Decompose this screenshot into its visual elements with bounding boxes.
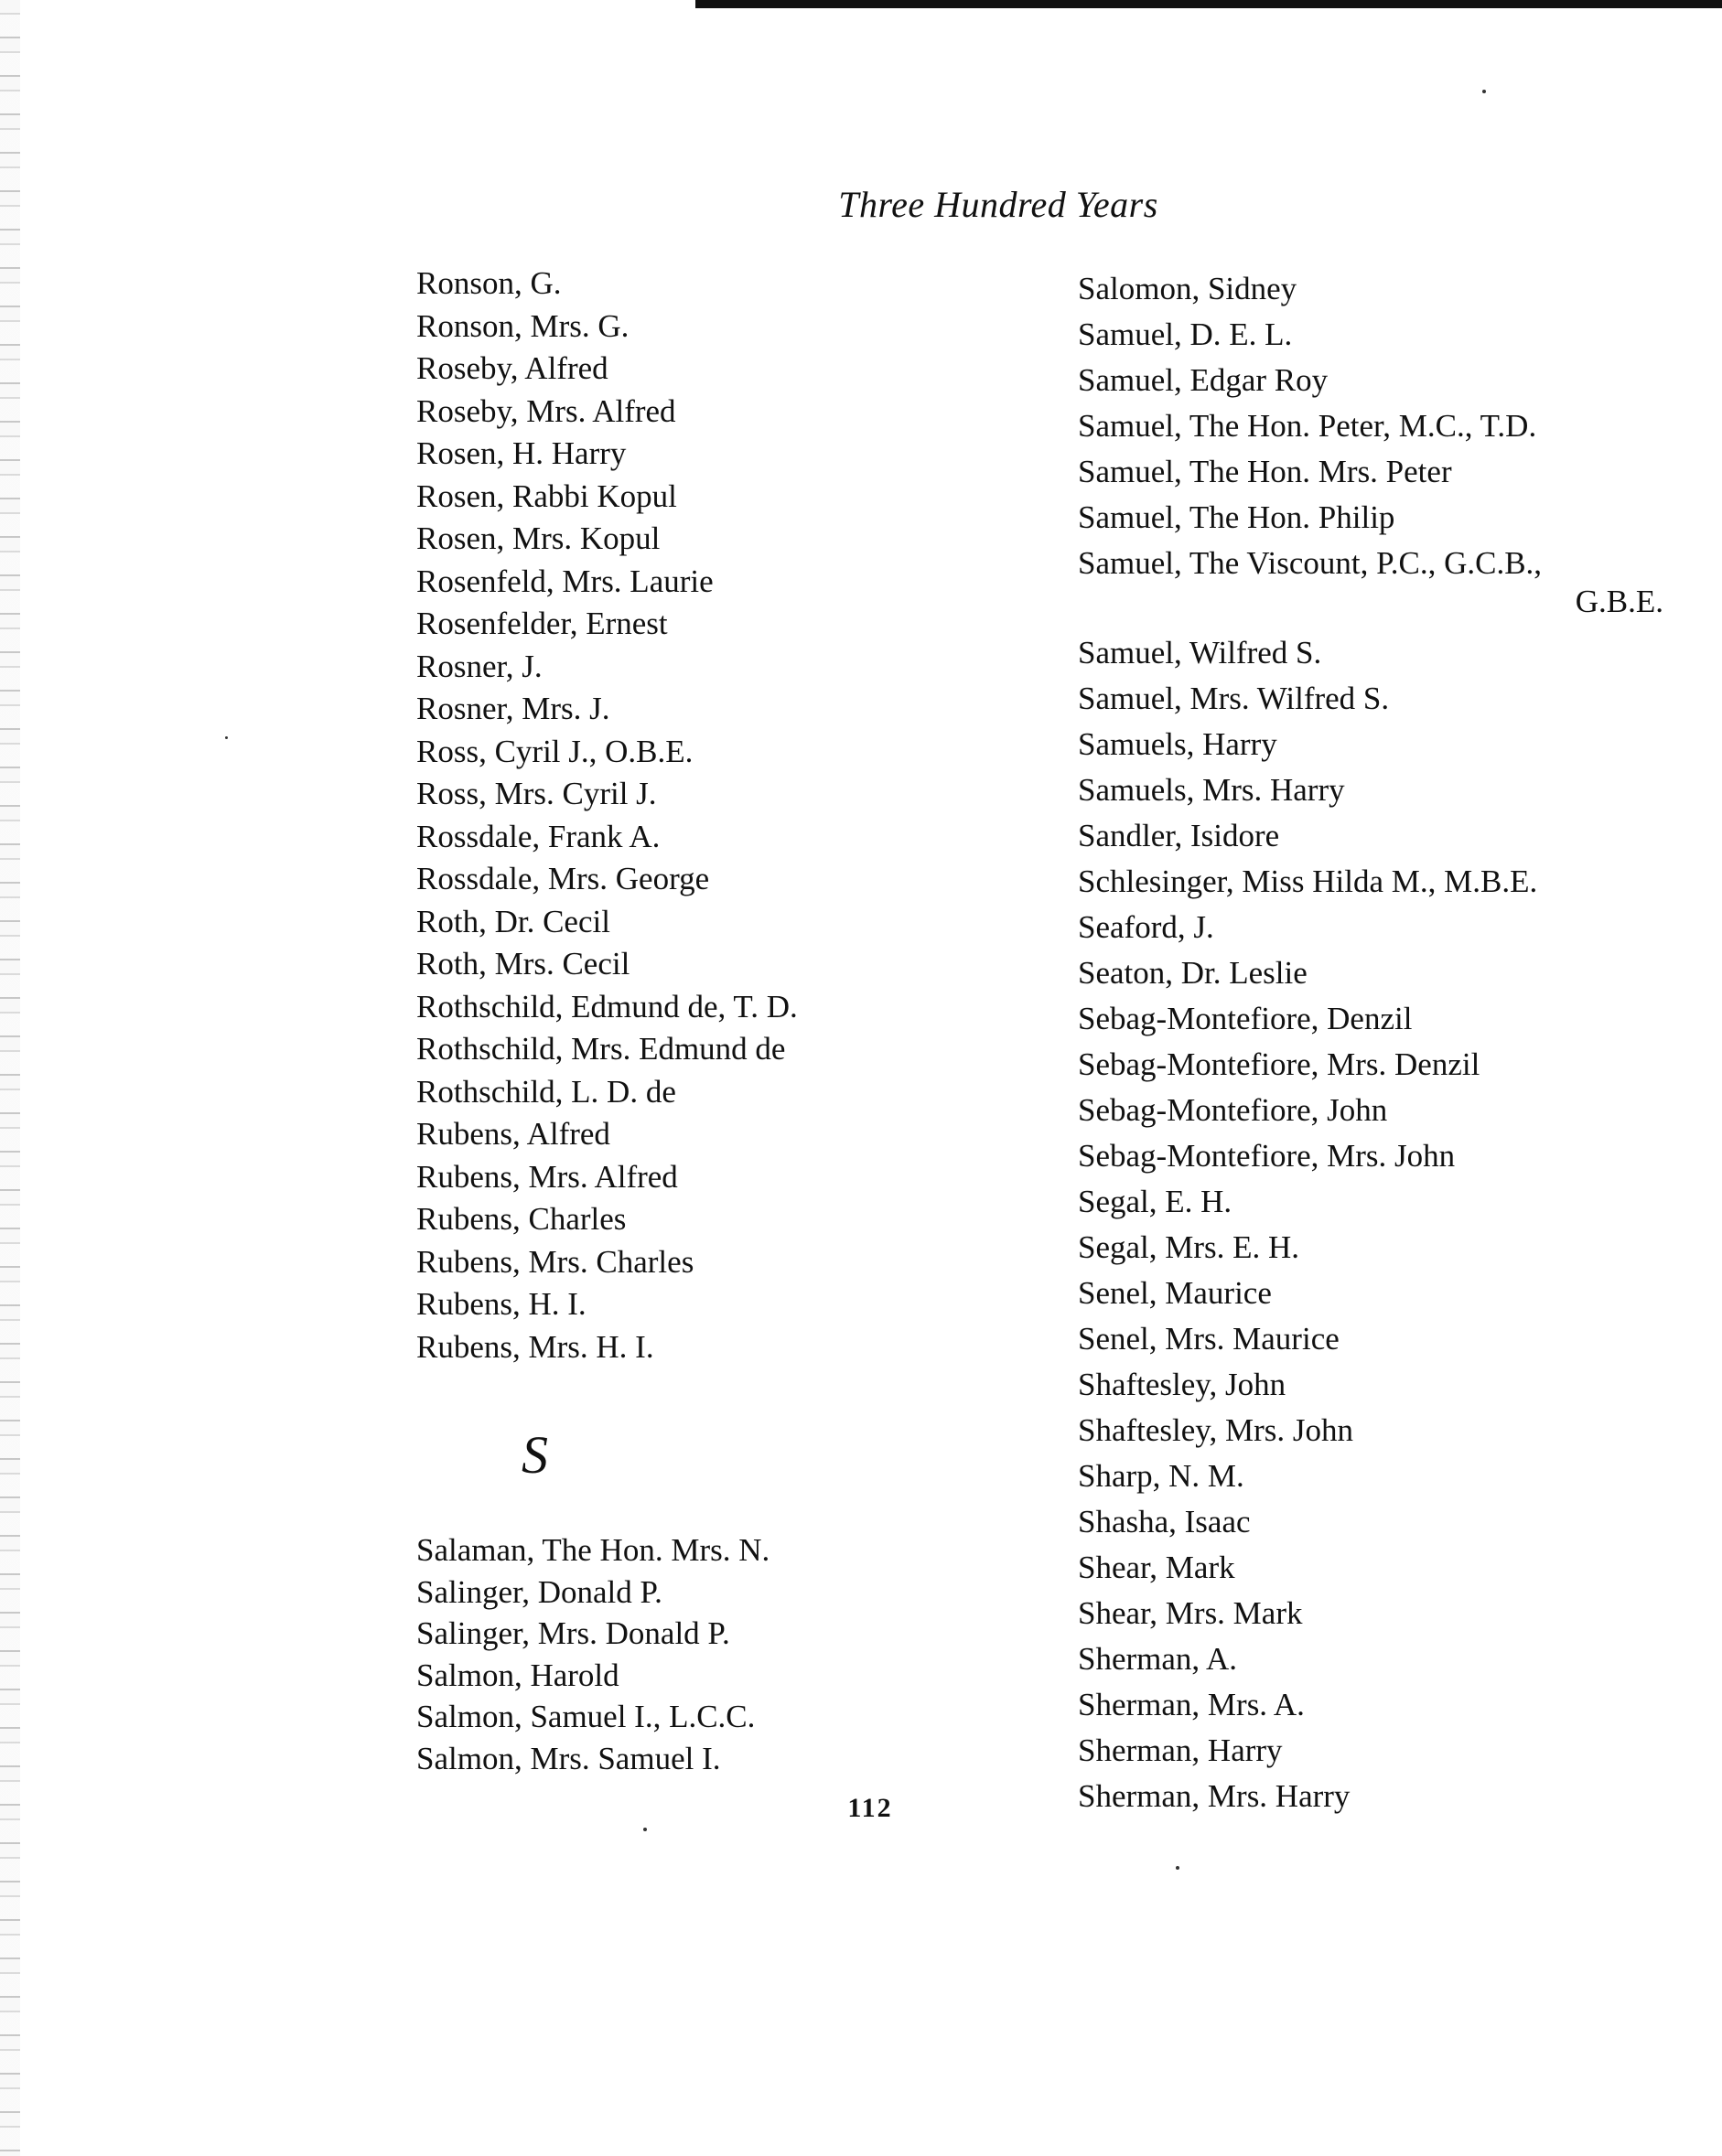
- list-item: Salmon, Harold: [416, 1657, 619, 1693]
- list-item: Samuels, Mrs. Harry: [1078, 772, 1345, 808]
- list-item: Ross, Mrs. Cyril J.: [416, 776, 657, 811]
- list-item: Rothschild, L. D. de: [416, 1073, 676, 1110]
- list-item: Sebag-Montefiore, Denzil: [1078, 1001, 1413, 1036]
- list-item: Samuel, Wilfred S.: [1078, 635, 1322, 670]
- list-item: Ross, Cyril J., O.B.E.: [416, 733, 694, 769]
- page-number: 112: [847, 1793, 893, 1823]
- list-item: Rubens, Mrs. Alfred: [416, 1158, 678, 1195]
- list-item: Rubens, Charles: [416, 1201, 627, 1237]
- print-speck: [1482, 90, 1486, 93]
- list-item-continuation: G.B.E.: [1575, 584, 1663, 619]
- list-item: Sherman, Harry: [1078, 1732, 1283, 1768]
- list-item: Samuel, The Viscount, P.C., G.C.B.,: [1078, 545, 1543, 581]
- print-speck: [1176, 1866, 1179, 1870]
- list-item: Segal, Mrs. E. H.: [1078, 1229, 1300, 1265]
- list-item: Rosner, J.: [416, 648, 543, 684]
- list-item: Rosen, Mrs. Kopul: [416, 520, 661, 556]
- list-item: Sherman, Mrs. Harry: [1078, 1778, 1351, 1814]
- list-item: Rothschild, Mrs. Edmund de: [416, 1031, 786, 1067]
- list-item: Rossdale, Frank A.: [416, 818, 661, 854]
- list-item: Samuels, Harry: [1078, 726, 1277, 762]
- list-item: Sherman, A.: [1078, 1641, 1238, 1677]
- list-item: Rosen, H. Harry: [416, 435, 627, 471]
- list-item: Rubens, H. I.: [416, 1286, 587, 1322]
- list-item: Salmon, Samuel I., L.C.C.: [416, 1699, 756, 1734]
- list-item: Shear, Mark: [1078, 1550, 1235, 1585]
- list-item: Shear, Mrs. Mark: [1078, 1595, 1303, 1631]
- list-item: Ronson, G.: [416, 265, 562, 301]
- list-item: Samuel, Edgar Roy: [1078, 362, 1329, 398]
- print-speck: [225, 736, 228, 739]
- binding-edge-shadow: [0, 0, 20, 2156]
- list-item: Samuel, The Hon. Peter, M.C., T.D.: [1078, 408, 1537, 444]
- list-item: Sebag-Montefiore, Mrs. John: [1078, 1138, 1456, 1174]
- list-item: Samuel, D. E. L.: [1078, 316, 1293, 352]
- running-head: Three Hundred Years: [838, 184, 1158, 225]
- list-item: Shasha, Isaac: [1078, 1504, 1251, 1539]
- list-item: Rosner, Mrs. J.: [416, 691, 610, 726]
- list-item: Sharp, N. M.: [1078, 1458, 1244, 1494]
- list-item: Roth, Dr. Cecil: [416, 903, 610, 939]
- list-item: Rosenfeld, Mrs. Laurie: [416, 563, 714, 599]
- section-letter-heading: S: [522, 1425, 548, 1485]
- list-item: Roseby, Alfred: [416, 350, 608, 386]
- list-item: Sebag-Montefiore, John: [1078, 1092, 1388, 1128]
- list-item: Rubens, Mrs. Charles: [416, 1243, 694, 1280]
- list-item: Rubens, Alfred: [416, 1116, 610, 1152]
- list-item: Salinger, Donald P.: [416, 1573, 662, 1610]
- list-item: Segal, E. H.: [1078, 1184, 1232, 1219]
- list-item: Samuel, The Hon. Mrs. Peter: [1078, 454, 1452, 489]
- list-item: Salomon, Sidney: [1078, 271, 1297, 306]
- list-item: Senel, Maurice: [1078, 1275, 1272, 1311]
- list-item: Sherman, Mrs. A.: [1078, 1687, 1305, 1722]
- list-item: Rosen, Rabbi Kopul: [416, 477, 677, 514]
- list-item: Salmon, Mrs. Samuel I.: [416, 1740, 721, 1776]
- list-item: Seaton, Dr. Leslie: [1078, 955, 1308, 991]
- list-item: Rubens, Mrs. H. I.: [416, 1328, 654, 1365]
- list-item: Senel, Mrs. Maurice: [1078, 1321, 1340, 1357]
- top-edge-rule: [695, 0, 1722, 8]
- list-item: Schlesinger, Miss Hilda M., M.B.E.: [1078, 863, 1538, 899]
- print-speck: [643, 1828, 647, 1831]
- list-item: Samuel, Mrs. Wilfred S.: [1078, 681, 1390, 716]
- list-item: Salinger, Mrs. Donald P.: [416, 1615, 730, 1651]
- list-item: Rossdale, Mrs. George: [416, 861, 710, 896]
- list-item: Roth, Mrs. Cecil: [416, 946, 630, 981]
- list-item: Shaftesley, John: [1078, 1367, 1286, 1402]
- list-item: Rothschild, Edmund de, T. D.: [416, 988, 798, 1024]
- list-item: Salaman, The Hon. Mrs. N.: [416, 1532, 770, 1568]
- list-item: Samuel, The Hon. Philip: [1078, 499, 1395, 535]
- list-item: Ronson, Mrs. G.: [416, 307, 630, 344]
- list-item: Rosenfelder, Ernest: [416, 606, 668, 641]
- list-item: Seaford, J.: [1078, 909, 1214, 945]
- left-column-s-entries: [416, 1529, 929, 1779]
- right-column: [1078, 266, 1663, 1819]
- list-item: Sebag-Montefiore, Mrs. Denzil: [1078, 1046, 1480, 1082]
- list-item: Shaftesley, Mrs. John: [1078, 1412, 1354, 1448]
- list-item: Sandler, Isidore: [1078, 818, 1280, 853]
- list-item: Roseby, Mrs. Alfred: [416, 392, 676, 429]
- left-column: [416, 263, 929, 1779]
